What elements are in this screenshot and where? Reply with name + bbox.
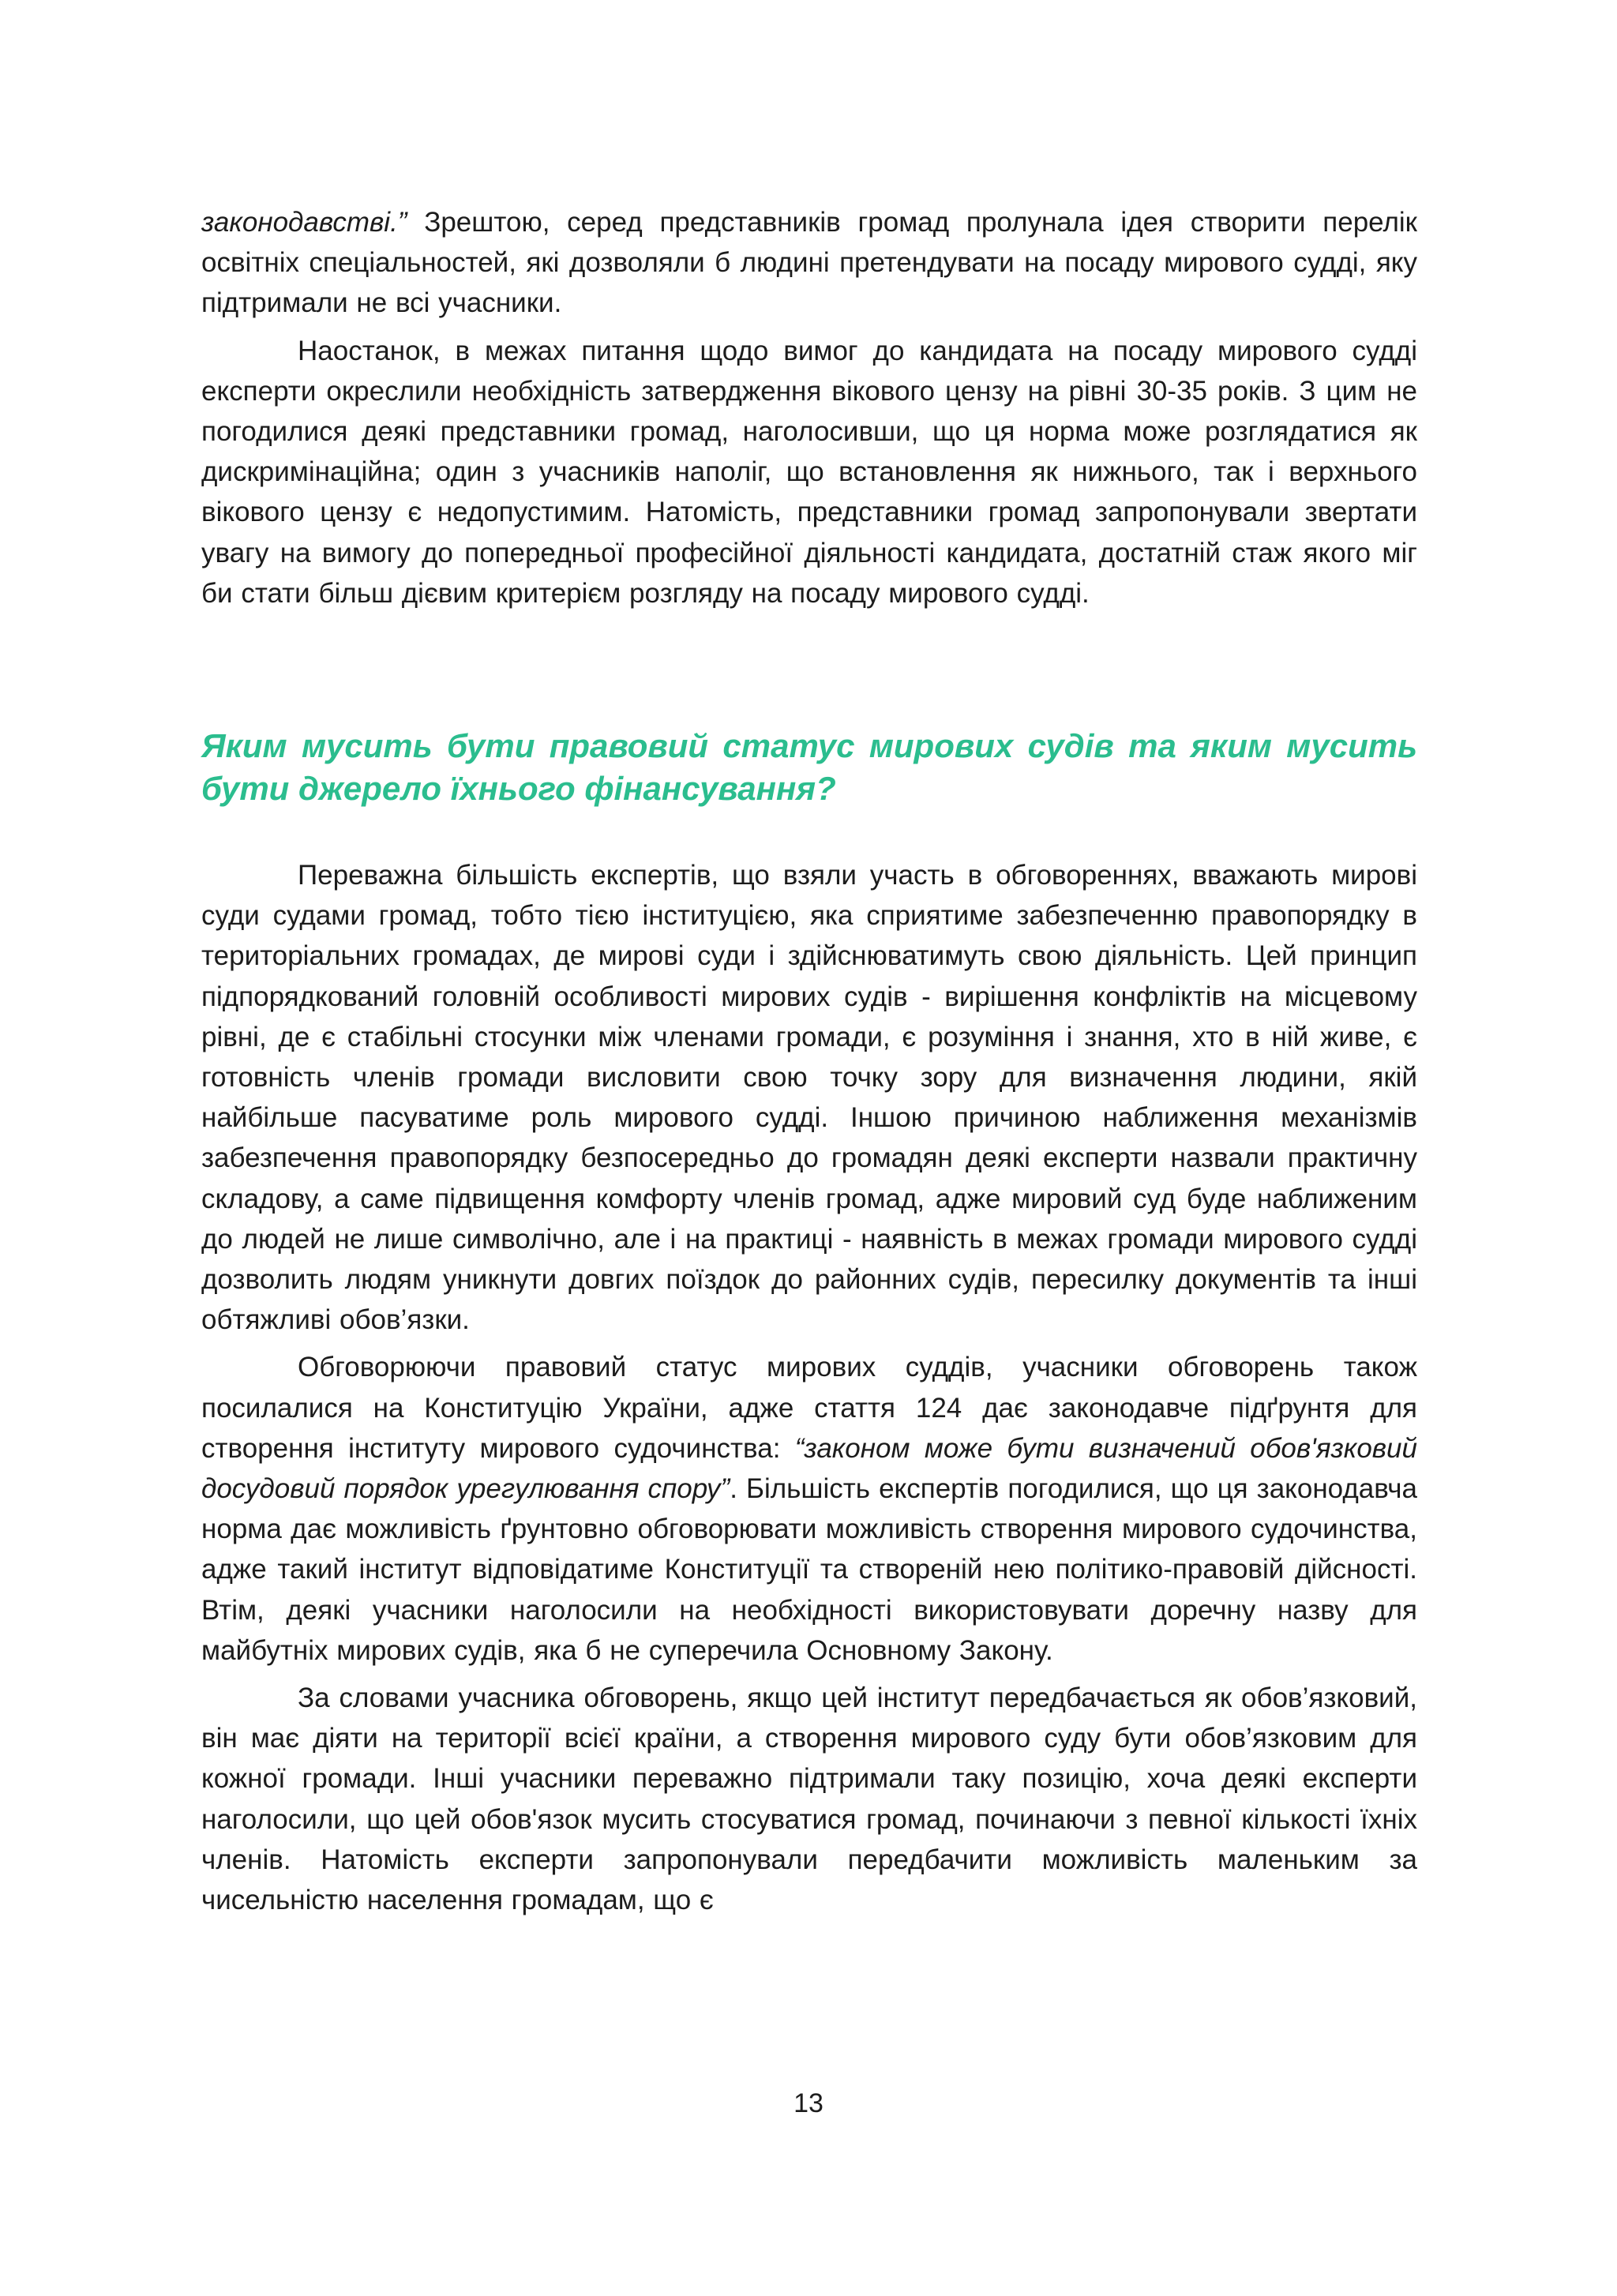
intro-paragraph-1 [201,202,1417,324]
section-paragraph-2 [201,1347,1417,1671]
constitution-quote: “законом може бути визначений обов'язковий досудовий порядок урегулювання спору” [201,1432,1417,1505]
section-paragraph-2-end: . Більшість експертів погодилися, що ця законодавча норма дає можливість ґрунтовно обговорювати можливість створення мирового судочинства, адже такий інститут відповідатиме Конституції та створеній нею політико-правовій дійсності. Втім, деякі учасники наголосили на необхідності використовувати доречну назву для майбутніх мирових судів, яка б не суперечила Основному Закону. [201,1473,1417,1666]
section-paragraph-3: За словами учасника обговорень, якщо цей інститут передбачається як обов’язковий, він має діяти на території всієї країни, а створення мирового суду бути обов’язковим для кожної громади. Інші учасники переважно підтримали таку позицію, хоча деякі експерти наголосили, що цей обов'язок мусить стосуватися громад, починаючи з певної кількості їхніх членів. Натомість експерти запропонували передбачити можливість маленьким за чисельністю населення громадам, що є [201,1683,1417,1916]
section-heading: Яким мусить бути правовий статус мирових судів та яким мусить бути джерело їхнього фінансування? [201,727,1417,807]
intro-paragraph-1-text: Зрештою, серед представників громад пролунала ідея створити перелік освітніх спеціальностей, які дозволяли б людині претендувати на посаду мирового судді, яку підтримали не всі учасники. [201,207,1417,319]
intro-paragraph-2: Наостанок, в межах питання щодо вимог до кандидата на посаду мирового судді експерти окреслили необхідність затвердження вікового цензу на рівні 30-35 років. З цим не погодилися деякі представники громад, наголосивши, що ця норма може розглядатися як дискримінаційна; один з учасників наполіг, що встановлення як нижнього, так і верхнього вікового цензу є недопустимим. Натомість, представники громад запропонували звертати увагу на вимогу до попередньої професійної діяльності кандидата, достатній стаж якого міг би стати більш дієвим критерієм розгляду на посаду мирового судді. [201,335,1417,609]
intro-quote-end: законодавстві.” [201,207,407,238]
page-number: 13 [793,2088,824,2118]
section-paragraph-1: Переважна більшість експертів, що взяли участь в обговореннях, вважають мирові суди судами громад, тобто тією інституцією, яка сприятиме забезпеченню правопорядку в територіальних громадах, де мирові суди і здійснюватимуть свою діяльність. Цей принцип підпорядкований головній особливості мирових судів - вирішення конфліктів на місцевому рівні, де є стабільні стосунки між членами громади, є розуміння і знання, хто в ній живе, є готовність членів громади висловити свою точку зору для визначення людини, якій найбільше пасуватиме роль мирового судді. Іншою причиною наближення механізмів забезпечення правопорядку безпосередньо до громадян деякі експерти назвали практичну складову, а саме підвищення комфорту членів громад, адже мировий суд буде наближеним до людей не лише символічно, але і на практиці - наявність в межах громади мирового судді дозволить людям уникнути довгих поїздок до районних судів, пересилку документів та інші обтяжливі обов’язки. [201,860,1417,1336]
page-content [201,202,1417,1916]
section-paragraph-2-start: Обговорюючи правовий статус мирових суддів, учасники обговорень також посилалися на Конституцію України, адже стаття 124 дає законодавче підґрунтя для створення інституту мирового судочинства: [201,1352,1417,1464]
section-body [201,855,1417,1920]
